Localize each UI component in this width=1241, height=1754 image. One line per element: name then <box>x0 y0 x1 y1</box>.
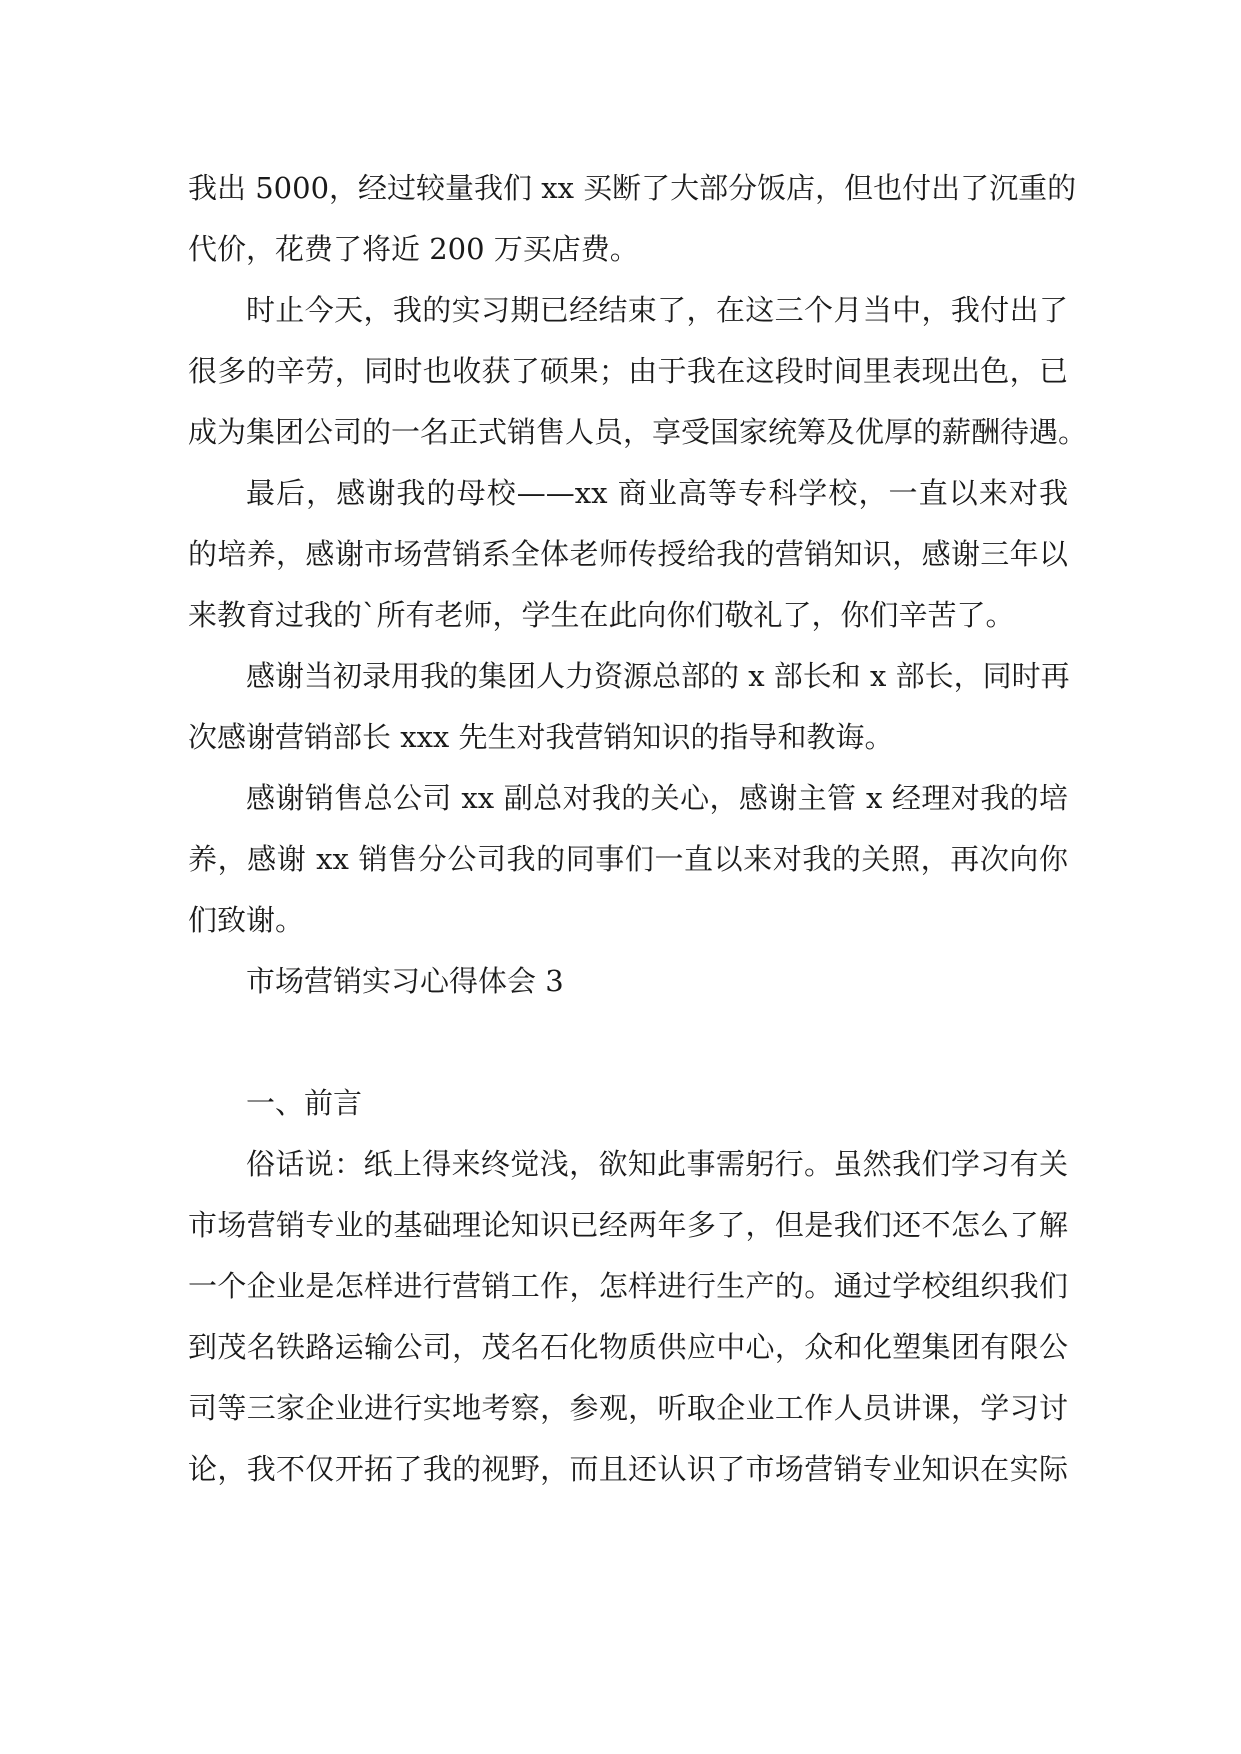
document-body <box>188 158 1088 1500</box>
text-line: 我出 5000，经过较量我们 xx 买断了大部分饭店，但也付出了沉重的 <box>188 171 1077 205</box>
paragraph-thanks-school <box>188 463 1068 646</box>
text-line: 来教育过我的`所有老师，学生在此向你们敬礼了，你们辛苦了。 <box>188 598 1015 632</box>
section-title-text: 市场营销实习心得体会 3 <box>246 964 564 998</box>
text-line: 次感谢营销部长 xxx 先生对我营销知识的指导和教诲。 <box>188 720 894 754</box>
text-line: 很多的辛劳，同时也收获了硕果；由于我在这段时间里表现出色，已 <box>188 354 1068 388</box>
text-line: 的培养，感谢市场营销系全体老师传授给我的营销知识，感谢三年以 <box>188 537 1068 571</box>
text-line: 最后，感谢我的母校——xx 商业高等专科学校，一直以来对我 <box>246 476 1068 510</box>
text-line: 感谢当初录用我的集团人力资源总部的 x 部长和 x 部长，同时再 <box>246 659 1070 693</box>
text-line: 市场营销专业的基础理论知识已经两年多了，但是我们还不怎么了解 <box>188 1208 1068 1242</box>
text-line: 一个企业是怎样进行营销工作，怎样进行生产的。通过学校组织我们 <box>188 1269 1068 1303</box>
text-line: 司等三家企业进行实地考察，参观，听取企业工作人员讲课，学习讨 <box>188 1391 1068 1425</box>
text-line: 时止今天，我的实习期已经结束了，在这三个月当中，我付出了 <box>246 293 1068 327</box>
paragraph-thanks-colleagues <box>188 768 1068 951</box>
text-line: 代价，花费了将近 200 万买店费。 <box>188 232 639 266</box>
paragraph-internship-end <box>188 280 1088 463</box>
text-line: 成为集团公司的一名正式销售人员，享受国家统筹及优厚的薪酬待遇。 <box>188 415 1088 449</box>
paragraph-continuation <box>188 158 1077 280</box>
text-line: 养，感谢 xx 销售分公司我的同事们一直以来对我的关照，再次向你 <box>188 842 1068 876</box>
text-line: 们致谢。 <box>188 903 305 937</box>
subsection-heading-text: 一、前言 <box>246 1086 363 1120</box>
text-line: 感谢销售总公司 xx 副总对我的关心，感谢主管 x 经理对我的培 <box>246 781 1068 815</box>
text-line: 俗话说：纸上得来终觉浅，欲知此事需躬行。虽然我们学习有关 <box>246 1147 1068 1181</box>
subsection-heading <box>188 1073 1068 1134</box>
section-title <box>188 951 1068 1012</box>
text-line: 到茂名铁路运输公司，茂名石化物质供应中心，众和化塑集团有限公 <box>188 1330 1068 1364</box>
text-line: 论，我不仅开拓了我的视野，而且还认识了市场营销专业知识在实际 <box>188 1452 1068 1486</box>
blank-line <box>188 1012 1068 1073</box>
paragraph-preface <box>188 1134 1068 1500</box>
paragraph-thanks-hr <box>188 646 1068 768</box>
